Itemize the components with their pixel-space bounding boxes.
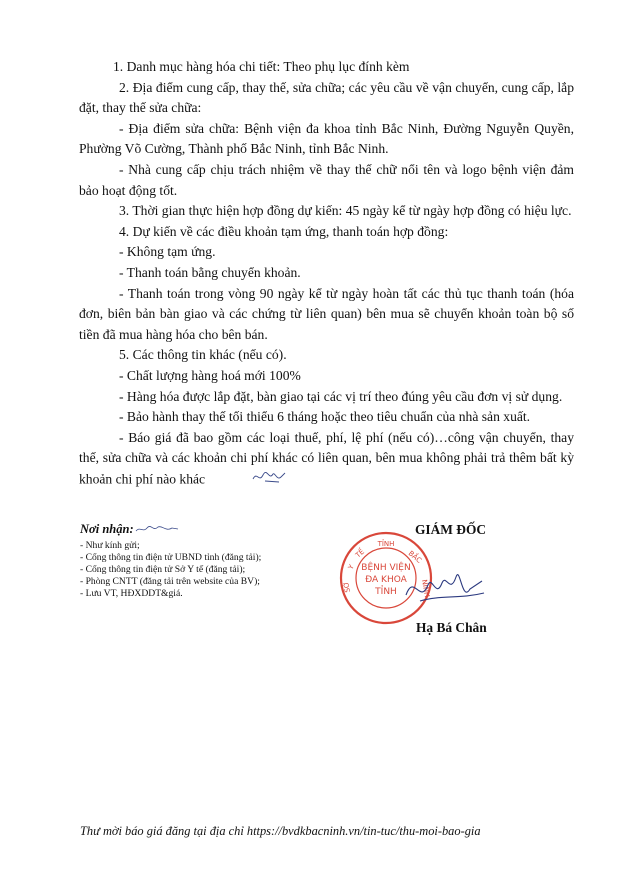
recipient-item: - Như kính gửi; [80,540,140,551]
svg-text:NINH: NINH [420,578,432,598]
paragraph: 1. Danh mục hàng hóa chi tiết: Theo phụ lục đính kèm [113,59,410,74]
paragraph: - Địa điểm sửa chữa: Bệnh viện đa khoa tỉnh Bắc Ninh, Đường Nguyễn Quyền, Phường Võ Cường, Thành phố Bắc Ninh, tỉnh Bắc Ninh. [79,120,574,157]
paragraph: - Thanh toán trong vòng 90 ngày kể từ ngày hoàn tất các thủ tục thanh toán (hóa đơn, biên bản bàn giao và các chứng từ liên quan) bên mua sẽ chuyển khoản toàn bộ số tiền đã mua hàng hóa cho bên bán. [79,285,574,342]
recipient-item: - Cổng thông tin điện tử Sở Y tế (đăng tải); [80,564,246,575]
seal-line: ĐA KHOA [365,575,407,585]
paragraph: 4. Dự kiến về các điều khoản tạm ứng, thanh toán hợp đồng: [119,223,449,239]
recipient-item: - Cổng thông tin điện tử UBND tỉnh (đăng tải); [80,552,262,563]
recipients-block [80,522,380,600]
handwritten-mark-icon [134,522,180,540]
seal-line: TỈNH [375,587,397,597]
seal-line: BỆNH VIỆN [361,563,411,573]
footer-note: Thư mời báo giá đăng tại địa chỉ https://bvdkbacninh.vn/tin-tuc/thu-moi-bao-gia [80,824,481,838]
signer-name: Hạ Bá Chân [416,620,487,635]
signer-title: GIÁM ĐỐC [415,522,487,537]
paragraph-text: - Báo giá đã bao gồm các loại thuế, phí, lệ phí (nếu có)…công vận chuyển, thay thế, sửa chữa và các khoản chi phí khác có liên quan, bên mua không phải trả thêm bất kỳ khoản chi phí nào khác [79,429,574,487]
svg-text:SỞ: SỞ [342,580,352,594]
svg-text:TẾ: TẾ [354,547,366,560]
paragraph: 5. Các thông tin khác (nếu có). [119,347,287,363]
paragraph: - Nhà cung cấp chịu trách nhiệm về thay thế chữ nổi tên và logo bệnh viện đảm bảo hoạt động tốt. [79,161,574,198]
director-signature [400,555,490,615]
paragraph: - Chất lượng hàng hoá mới 100% [119,367,301,383]
svg-text:TỈNH: TỈNH [377,540,395,548]
document-body [79,57,574,491]
paragraph: - Thanh toán bằng chuyển khoản. [119,264,301,280]
recipient-item: - Phòng CNTT (đăng tải trên website của BV); [80,576,260,587]
paragraph: - Bảo hành thay thế tối thiểu 6 tháng hoặc theo tiêu chuẩn của nhà sản xuất. [119,409,531,425]
initials-signature-icon [211,469,287,492]
paragraph: - Hàng hóa được lắp đặt, bàn giao tại các vị trí theo đúng yêu cầu đơn vị sử dụng. [119,388,563,404]
svg-text:BẮC: BẮC [406,549,423,565]
recipients-heading: Nơi nhận: [80,522,134,536]
paragraph-last [79,428,574,492]
recipients-heading-row [80,522,380,540]
recipient-item: - Lưu VT, HĐXDDT&giá. [80,588,183,599]
svg-text:Y: Y [346,563,356,571]
paragraph: - Không tạm ứng. [119,244,216,260]
paragraph: 3. Thời gian thực hiện hợp đồng dự kiến: 45 ngày kể từ ngày hợp đồng có hiệu lực. [119,203,572,219]
paragraph: 2. Địa điểm cung cấp, thay thế, sửa chữa; các yêu cầu về vận chuyển, cung cấp, lắp đặt, thay thế sửa chữa: [79,79,574,116]
